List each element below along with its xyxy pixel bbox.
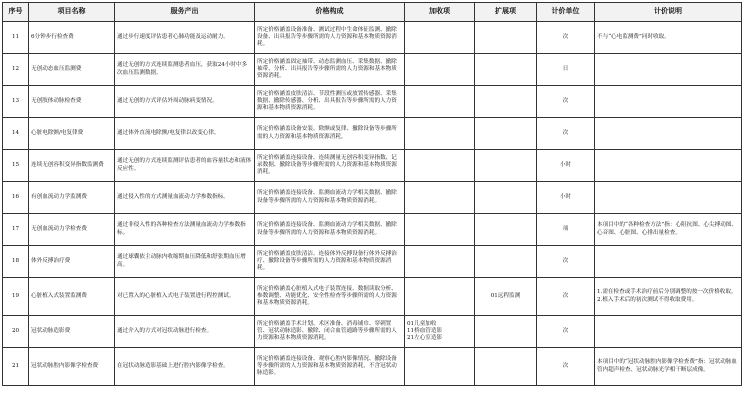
surcharge-item-cell (405, 348, 475, 386)
pricing-unit-cell: 项 (537, 214, 595, 246)
table-row (3, 54, 742, 86)
item-name-cell: 连续无创容积变异指数监测费 (29, 150, 115, 182)
pricing-table (2, 2, 742, 386)
header-cell: 计价单位 (537, 3, 595, 22)
service-output-cell: 通过球囊依主动脉内收缩期血压降低和舒张期血压增高。 (115, 246, 255, 278)
row-number-cell: 19 (3, 278, 29, 316)
pricing-unit-cell: 次 (537, 348, 595, 386)
pricing-unit-cell: 小时 (537, 150, 595, 182)
price-composition-cell: 所定价格涵盖连接设备、监测血流动力学相关数据、撤除设备等步骤所需的人力资源和基本物质资源消耗。 (255, 182, 405, 214)
surcharge-item-cell (405, 54, 475, 86)
pricing-note-cell (595, 86, 742, 118)
service-output-cell: 对已置入的心脏植入式电子装置进行程控测试。 (115, 278, 255, 316)
extension-item-cell (475, 118, 537, 150)
row-number-cell: 14 (3, 118, 29, 150)
service-output-cell: 通过侵入性的方式测量血流动力学参数指标。 (115, 182, 255, 214)
price-composition-cell: 所定价格涵盖连接设备、监测血流动力学相关数据、撤除设备等步骤所需的人力资源和基本物质资源消耗。 (255, 214, 405, 246)
extension-item-cell (475, 316, 537, 348)
pricing-note-cell (595, 118, 742, 150)
table-row (3, 316, 742, 348)
extension-item-cell (475, 348, 537, 386)
surcharge-item-cell (405, 86, 475, 118)
pricing-note-cell: 本项目中的“冠状动脉腔内影像学检查费”指：冠状动脉血管内超声检查、冠状动脉光学相干断层成像。 (595, 348, 742, 386)
surcharge-item-cell (405, 182, 475, 214)
service-output-cell: 通过非侵入性的各种检查方法测量血流动力学参数指标。 (115, 214, 255, 246)
pricing-note-cell (595, 246, 742, 278)
pricing-unit-cell: 次 (537, 278, 595, 316)
service-output-cell: 通过无创的方式连续监测评估患者的血容量状态和液体反应性。 (115, 150, 255, 182)
service-output-cell: 通过无创的方式连续监测患者血压，获取24小时中多次血压监测数据。 (115, 54, 255, 86)
row-number-cell: 12 (3, 54, 29, 86)
item-name-cell: 冠状动脉腔内影像学检查费 (29, 348, 115, 386)
item-name-cell: 有创血流动力学监测费 (29, 182, 115, 214)
surcharge-item-cell: 01儿童加收 11桥血管造影 21左心室造影 (405, 316, 475, 348)
table-header-row (3, 3, 742, 22)
item-name-cell: 心脏电除颤/电复律费 (29, 118, 115, 150)
price-composition-cell: 所定价格涵盖设备安装、除颤或复律、撤除设备等步骤所需的人力资源和基本物质资源消耗。 (255, 118, 405, 150)
row-number-cell: 21 (3, 348, 29, 386)
pricing-note-cell (595, 150, 742, 182)
item-name-cell: 无创血流动力学检查费 (29, 214, 115, 246)
item-name-cell: 6分钟步行检查费 (29, 22, 115, 54)
row-number-cell: 16 (3, 182, 29, 214)
service-output-cell: 通过体外直流电除颤/电复律以改变心律。 (115, 118, 255, 150)
price-composition-cell: 所定价格涵盖皮肤清洁、节段性测压或放置传感器、采集数据、撤除传感器、分析、出具报告等步骤所需的人力资源和基本物质资源消耗。 (255, 86, 405, 118)
pricing-unit-cell: 次 (537, 246, 595, 278)
pricing-note-cell: 1.需在检查或手术治疗前后分别调整的按一次价格收取。2.植入手术后的初次测试不得收取费用。 (595, 278, 742, 316)
table-row (3, 118, 742, 150)
extension-item-cell (475, 22, 537, 54)
table-row (3, 182, 742, 214)
pricing-note-cell (595, 182, 742, 214)
table-row (3, 150, 742, 182)
item-name-cell: 无创动态血压监测费 (29, 54, 115, 86)
surcharge-item-cell (405, 214, 475, 246)
table-body (3, 22, 742, 386)
pricing-note-cell (595, 316, 742, 348)
price-composition-cell: 所定价格涵盖连接设备、观察心腔内影像情况、撤除设备等步骤所需的人力资源和基本物质资源消耗，不含冠状动脉造影。 (255, 348, 405, 386)
surcharge-item-cell (405, 278, 475, 316)
service-output-cell: 在冠状动脉造影基础上进行腔内影像学检查。 (115, 348, 255, 386)
table-row (3, 214, 742, 246)
service-output-cell: 通过介入的方式对冠状动脉进行检查。 (115, 316, 255, 348)
extension-item-cell: 01远程监测 (475, 278, 537, 316)
table-row (3, 22, 742, 54)
price-composition-cell: 所定价格涵盖心脏植入式电子装置连接、数据读取分析、参数调整、功能优化、安全性检查等步骤所需的人力资源和基本物质资源消耗。 (255, 278, 405, 316)
row-number-cell: 18 (3, 246, 29, 278)
price-composition-cell: 所定价格涵盖连接设备、连续测量无创容积变异指数、记录数据、撤除设备等步骤所需的人力资源和基本物质资源消耗。 (255, 150, 405, 182)
extension-item-cell (475, 150, 537, 182)
extension-item-cell (475, 182, 537, 214)
surcharge-item-cell (405, 118, 475, 150)
service-output-cell: 通过步行速度评估患者心肺功能及运动耐力。 (115, 22, 255, 54)
surcharge-item-cell (405, 22, 475, 54)
pricing-unit-cell: 次 (537, 316, 595, 348)
surcharge-item-cell (405, 150, 475, 182)
row-number-cell: 13 (3, 86, 29, 118)
pricing-unit-cell: 次 (537, 118, 595, 150)
surcharge-item-cell (405, 246, 475, 278)
row-number-cell: 20 (3, 316, 29, 348)
price-composition-cell: 所定价格涵盖设备准备、测试过程中生命体征监测、撤除设备、出具报告等步骤所需的人力资源和基本物质资源消耗。 (255, 22, 405, 54)
price-composition-cell: 所定价格涵盖固定袖带、动态监测血压、采集数据、撤除袖带、分析、出具报告等步骤所需的人力资源和基本物质资源消耗。 (255, 54, 405, 86)
row-number-cell: 15 (3, 150, 29, 182)
item-name-cell: 无创肢体动脉检查费 (29, 86, 115, 118)
pricing-note-cell: 不与“心电监测费”同时收取。 (595, 22, 742, 54)
header-cell: 项目名称 (29, 3, 115, 22)
header-cell: 服务产出 (115, 3, 255, 22)
header-cell: 加收项 (405, 3, 475, 22)
item-name-cell: 冠状动脉造影费 (29, 316, 115, 348)
header-cell: 价格构成 (255, 3, 405, 22)
pricing-unit-cell: 次 (537, 22, 595, 54)
item-name-cell: 体外反搏治疗费 (29, 246, 115, 278)
pricing-note-cell (595, 54, 742, 86)
service-output-cell: 通过无创的方式评估外周动脉病变情况。 (115, 86, 255, 118)
pricing-unit-cell: 日 (537, 54, 595, 86)
item-name-cell: 心脏植入式装置监测费 (29, 278, 115, 316)
table-row (3, 86, 742, 118)
row-number-cell: 11 (3, 22, 29, 54)
table-row (3, 246, 742, 278)
pricing-note-cell: 本项目中的“各种检查方法”指：心阻抗图、心尖搏动图、心音图、心脏图、心排出量检查。 (595, 214, 742, 246)
extension-item-cell (475, 214, 537, 246)
header-cell: 序号 (3, 3, 29, 22)
price-composition-cell: 所定价格涵盖皮肤清洁、连接体外反搏设备行体外反搏治疗、撤除设备等步骤所需的人力资源和基本物质资源消耗。 (255, 246, 405, 278)
extension-item-cell (475, 54, 537, 86)
table-row (3, 348, 742, 386)
header-cell: 扩展项 (475, 3, 537, 22)
extension-item-cell (475, 86, 537, 118)
header-cell: 计价说明 (595, 3, 742, 22)
extension-item-cell (475, 246, 537, 278)
table-row (3, 278, 742, 316)
pricing-unit-cell: 次 (537, 86, 595, 118)
row-number-cell: 17 (3, 214, 29, 246)
price-composition-cell: 所定价格涵盖手术计划、术区准备、消毒铺巾、穿刺置管、冠状动脉造影、撤除、闭合血管通路等步骤所需的人力资源和基本物质资源消耗。 (255, 316, 405, 348)
pricing-unit-cell: 小时 (537, 182, 595, 214)
